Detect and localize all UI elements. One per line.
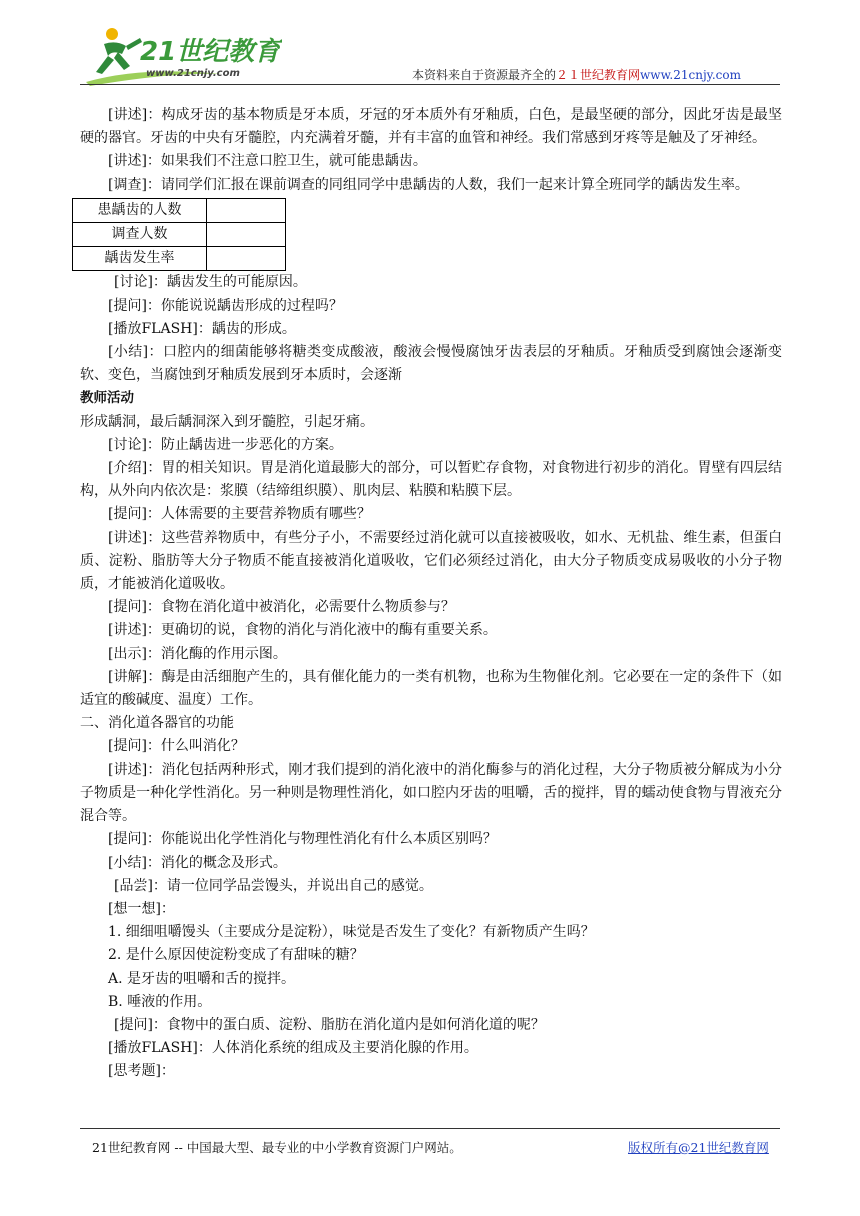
paragraph: [小结]：口腔内的细菌能够将糖类变成酸液，酸液会慢慢腐蚀牙齿表层的牙釉质。牙釉质受到腐蚀会逐渐变软、变色，当腐蚀到牙釉质发展到牙本质时，会逐渐 <box>80 344 782 384</box>
section-heading: 教师活动 <box>80 390 134 407</box>
caries-survey-table <box>72 198 286 272</box>
table-cell-blank <box>207 198 286 222</box>
paragraph: [出示]：消化酶的作用示图。 <box>108 645 287 662</box>
footer-text: 21世纪教育网 -- 中国最大型、最专业的中小学教育资源门户网站。 <box>92 1140 462 1155</box>
paragraph: 形成龋洞，最后龋洞深入到牙髓腔，引起牙痛。 <box>80 413 374 430</box>
paragraph: [讨论]：龋齿发生的可能原因。 <box>114 274 307 291</box>
svg-text:21世纪教育: 21世纪教育 <box>140 37 281 67</box>
paragraph: [提问]：人体需要的主要营养物质有哪些？ <box>108 506 371 523</box>
paragraph: [思考题]： <box>108 1063 175 1080</box>
list-item: A. 是牙齿的咀嚼和舌的搅拌。 <box>108 970 296 987</box>
footer-copyright-link[interactable]: 版权所有@21世纪教育网 <box>628 1140 769 1155</box>
paragraph: [调查]：请同学们汇报在课前调查的同组同学中患龋齿的人数，我们一起来计算全班同学的龋齿发生率。 <box>108 176 749 193</box>
list-item: 2. 是什么原因使淀粉变成了有甜味的糖？ <box>108 947 364 964</box>
footer-divider <box>80 1128 780 1129</box>
paragraph: [讲述]：如果我们不注意口腔卫生，就可能患龋齿。 <box>108 153 427 170</box>
paragraph: [讲述]：这些营养物质中，有些分子小，不需要经过消化就可以直接被吸收，如水、无机盐、维生素，但蛋白质、淀粉、脂肪等大分子物质不能直接被消化道吸收，它们必须经过消化，由大分子物质变成易吸收的小分子物质，才能被消化道吸收。 <box>80 529 782 593</box>
paragraph: [提问]：食物在消化道中被消化，必需要什么物质参与？ <box>108 599 455 616</box>
paragraph: [提问]：食物中的蛋白质、淀粉、脂肪在消化道内是如何消化道的呢？ <box>114 1016 545 1033</box>
list-item: B. 唾液的作用。 <box>108 993 212 1010</box>
paragraph: [提问]：你能说说龋齿形成的过程吗？ <box>108 297 343 314</box>
paragraph: [小结]：消化的概念及形式。 <box>108 854 287 871</box>
table-cell-blank <box>207 223 286 247</box>
table-row <box>73 198 286 222</box>
table-row <box>73 223 286 247</box>
paragraph: [提问]：你能说出化学性消化与物理性消化有什么本质区别吗？ <box>108 831 497 848</box>
header-source-note: 本资料来自于资源最齐全的２１世纪教育网www.21cnjy.com <box>412 68 741 82</box>
table-cell-label: 调查人数 <box>73 223 207 247</box>
svg-text:www.21cnjy.com: www.21cnjy.com <box>146 68 240 79</box>
page-header <box>0 0 860 95</box>
table-cell-label: 患龋齿的人数 <box>73 198 207 222</box>
paragraph: [播放FLASH]：人体消化系统的组成及主要消化腺的作用。 <box>108 1040 478 1057</box>
paragraph: [讲述]：构成牙齿的基本物质是牙本质，牙冠的牙本质外有牙釉质，白色，是最坚硬的部分，因此牙齿是最坚硬的器官。牙齿的中央有牙髓腔，内充满着牙髓，并有丰富的血管和神经。我们常感到牙疼等是触及了牙神经。 <box>80 107 782 147</box>
section-heading: 二、消化道各器官的功能 <box>80 715 234 732</box>
paragraph: [介绍]：胃的相关知识。胃是消化道最膨大的部分，可以暂贮存食物，对食物进行初步的消化。胃壁有四层结构，从外向内依次是：浆膜（结缔组织膜）、肌肉层、粘膜和粘膜下层。 <box>80 460 782 500</box>
header-link[interactable]: www.21cnjy.com <box>640 68 741 82</box>
paragraph: [播放FLASH]：龋齿的形成。 <box>108 320 296 337</box>
paragraph: [讲解]：酶是由活细胞产生的，具有催化能力的一类有机物，也称为生物催化剂。它必要在一定的条件下（如适宜的酸碱度、温度）工作。 <box>80 668 782 709</box>
paragraph: [品尝]：请一位同学品尝馒头，并说出自己的感觉。 <box>114 877 433 894</box>
paragraph: [讨论]：防止龋齿进一步恶化的方案。 <box>108 436 343 453</box>
paragraph: [想一想]： <box>108 900 175 917</box>
header-divider <box>80 84 780 85</box>
site-logo <box>82 20 282 88</box>
table-cell-blank <box>207 247 286 271</box>
table-row <box>73 247 286 271</box>
document-body <box>80 104 782 1084</box>
paragraph: [提问]：什么叫消化？ <box>108 738 245 755</box>
list-item: 1. 细细咀嚼馒头（主要成分是淀粉），味觉是否发生了变化？有新物质产生吗？ <box>108 924 595 941</box>
header-brand: ２１世纪教育网 <box>556 68 641 82</box>
paragraph: [讲述]：消化包括两种形式，刚才我们提到的消化液中的消化酶参与的消化过程，大分子物质被分解成为小分子物质是一种化学性消化。另一种则是物理性消化，如口腔内牙齿的咀嚼，舌的搅拌，胃的蠕动使食物与胃液充分混合等。 <box>80 761 782 825</box>
paragraph: [讲述]：更确切的说，食物的消化与消化液中的酶有重要关系。 <box>108 622 497 639</box>
table-cell-label: 龋齿发生率 <box>73 247 207 271</box>
